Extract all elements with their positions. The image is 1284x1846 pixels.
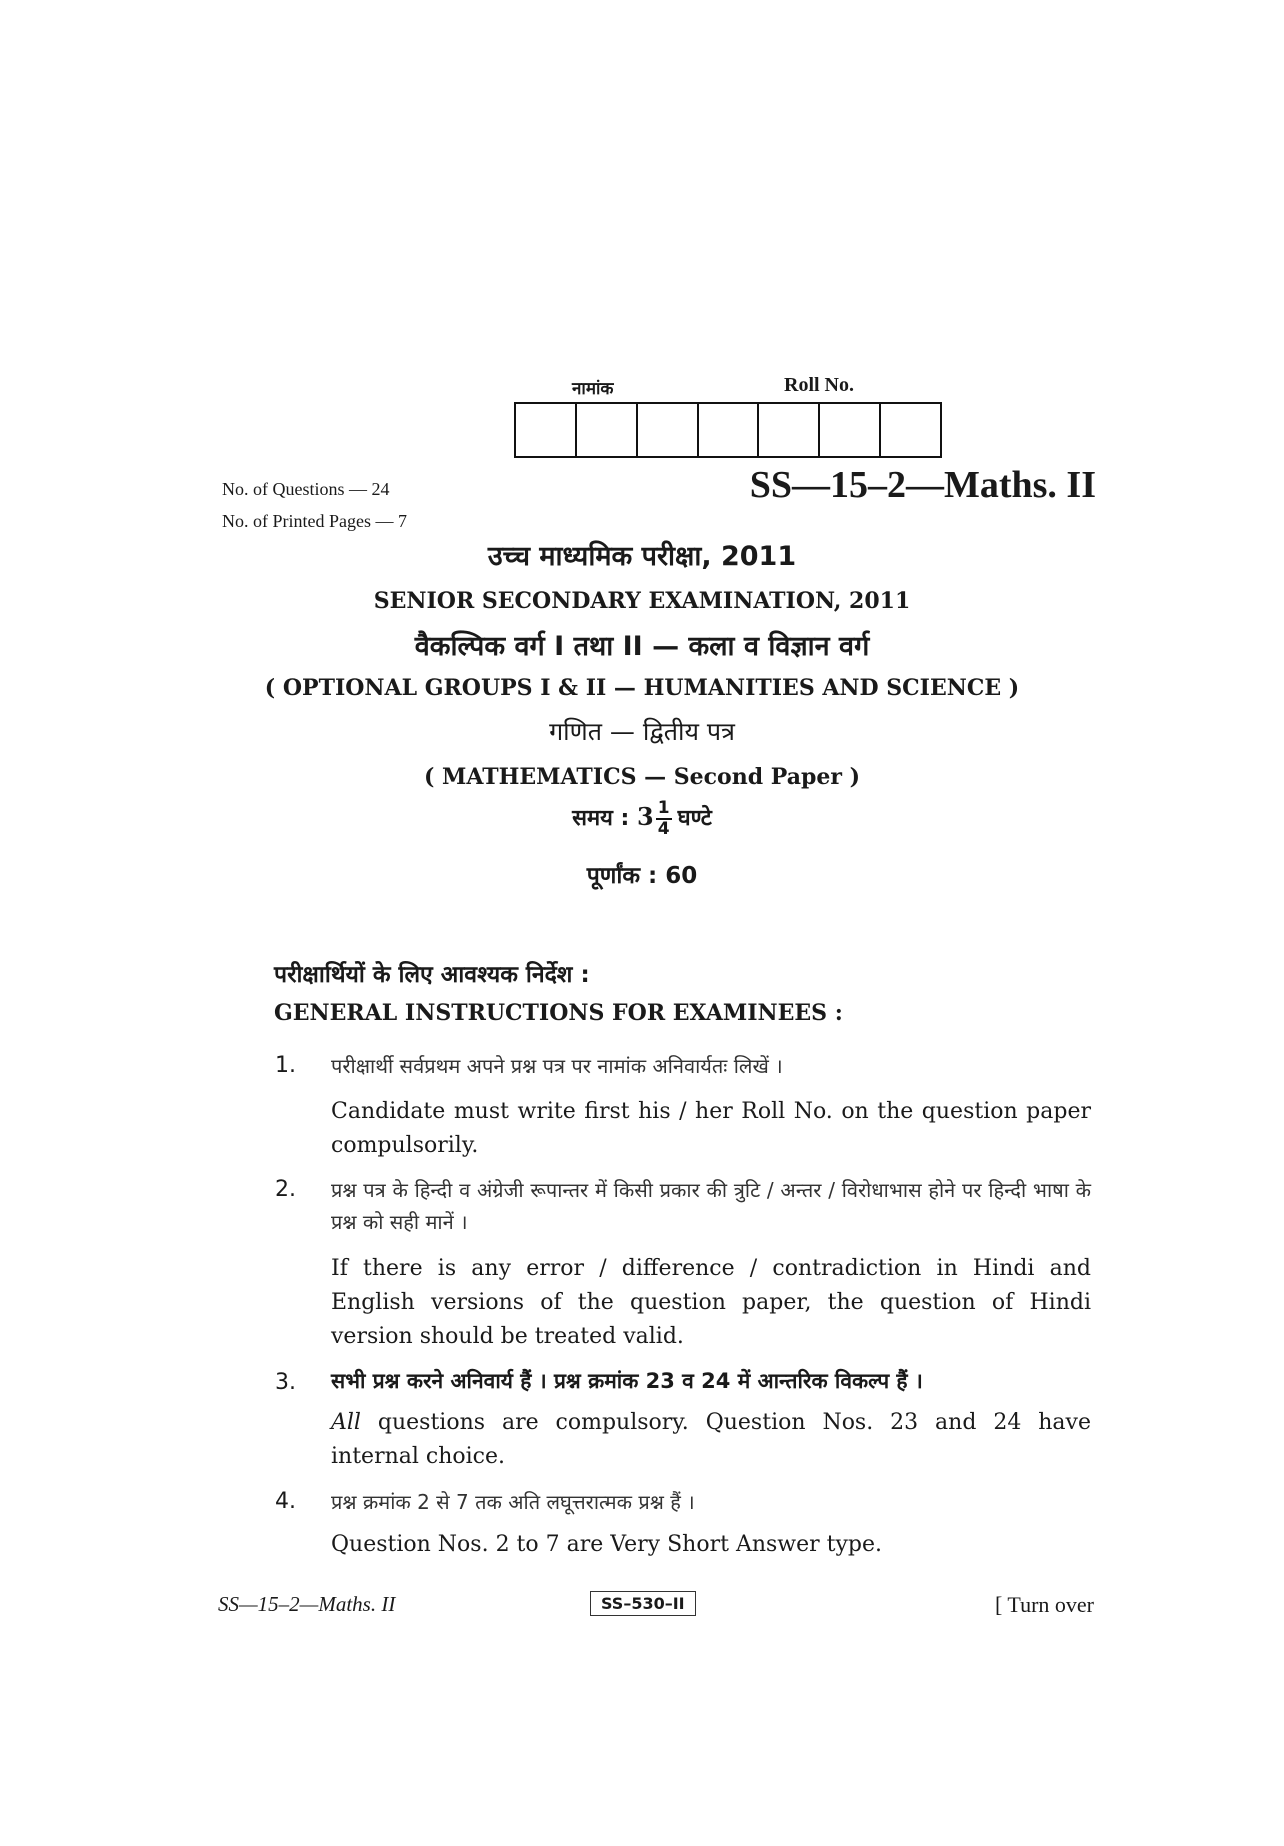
instruction-4-english: Question Nos. 2 to 7 are Very Short Answer type.	[331, 1532, 883, 1557]
instruction-2-hindi: प्रश्न पत्र के हिन्दी व अंग्रेजी रूपान्तर में किसी प्रकार की त्रुटि / अन्तर / विरोधाभास होने पर हिन्दी भाषा के प्रश्न को सही मानें ।	[331, 1178, 1091, 1234]
exam-title-hindi: उच्च माध्यमिक परीक्षा, 2011	[487, 541, 797, 572]
time-fraction: $\frac{1}{4}$	[657, 798, 670, 839]
footer-serial-code: SS–530–II	[590, 1591, 696, 1616]
roll-number-block	[514, 372, 944, 458]
instructions-heading-english: GENERAL INSTRUCTIONS FOR EXAMINEES :	[274, 1000, 843, 1026]
roll-box[interactable]	[881, 404, 940, 456]
instruction-number: 4.	[275, 1489, 296, 1514]
subject-hindi: गणित — द्वितीय पत्र	[549, 717, 735, 746]
instruction-number: 1.	[275, 1053, 296, 1078]
instructions-heading-hindi: परीक्षार्थियों के लिए आवश्यक निर्देश :	[274, 962, 590, 988]
paper-code: SS—15–2—Maths. II	[749, 464, 1096, 506]
number-of-pages: No. of Printed Pages — 7	[222, 511, 407, 531]
roll-label-hindi: नामांक	[572, 379, 614, 399]
groups-hindi: वैकल्पिक वर्ग I तथा II — कला व विज्ञान वर्ग	[414, 631, 870, 662]
roll-box[interactable]	[759, 404, 820, 456]
number-of-questions: No. of Questions — 24	[222, 479, 390, 499]
instruction-4-hindi: प्रश्न क्रमांक 2 से 7 तक अति लघूत्तरात्मक प्रश्न हैं ।	[331, 1490, 695, 1514]
footer-paper-code: SS—15–2—Maths. II	[218, 1592, 396, 1616]
roll-box[interactable]	[638, 404, 699, 456]
instruction-number: 3.	[275, 1370, 296, 1395]
instruction-3-english	[331, 1406, 1091, 1474]
maximum-marks: पूर्णांक : 60	[586, 863, 698, 889]
time-allowed	[0, 800, 1284, 838]
roll-box[interactable]	[516, 404, 577, 456]
time-whole: 3	[637, 802, 654, 831]
roll-box[interactable]	[577, 404, 638, 456]
roll-number-boxes[interactable]	[514, 402, 942, 458]
emphasis-all: All	[331, 1410, 361, 1435]
instruction-1-hindi: परीक्षार्थी सर्वप्रथम अपने प्रश्न पत्र पर नामांक अनिवार्यतः लिखें ।	[331, 1054, 783, 1078]
time-unit: घण्टे	[677, 806, 712, 831]
instruction-1-english: Candidate must write first his / her Roll No. on the question paper compulsorily.	[331, 1099, 1091, 1158]
subject-english: ( MATHEMATICS — Second Paper )	[423, 764, 861, 790]
roll-box[interactable]	[699, 404, 760, 456]
time-label: समय :	[572, 806, 638, 831]
roll-label-english: Roll No.	[784, 374, 854, 396]
instruction-3-english-rest: questions are compulsory. Question Nos. 23 and 24 have internal choice.	[331, 1410, 1091, 1469]
roll-box[interactable]	[820, 404, 881, 456]
instruction-3-hindi: सभी प्रश्न करने अनिवार्य हैं । प्रश्न क्रमांक 23 व 24 में आन्तरिक विकल्प हैं ।	[331, 1369, 923, 1393]
instruction-number: 2.	[275, 1177, 296, 1202]
instruction-2-english: If there is any error / difference / contradiction in Hindi and English versions of the question paper, the question of Hindi version should be treated valid.	[331, 1256, 1091, 1349]
exam-title-english: SENIOR SECONDARY EXAMINATION, 2011	[373, 588, 911, 614]
groups-english: ( OPTIONAL GROUPS I & II — HUMANITIES AND SCIENCE )	[264, 675, 1020, 701]
turn-over-label: [ Turn over	[994, 1592, 1094, 1617]
